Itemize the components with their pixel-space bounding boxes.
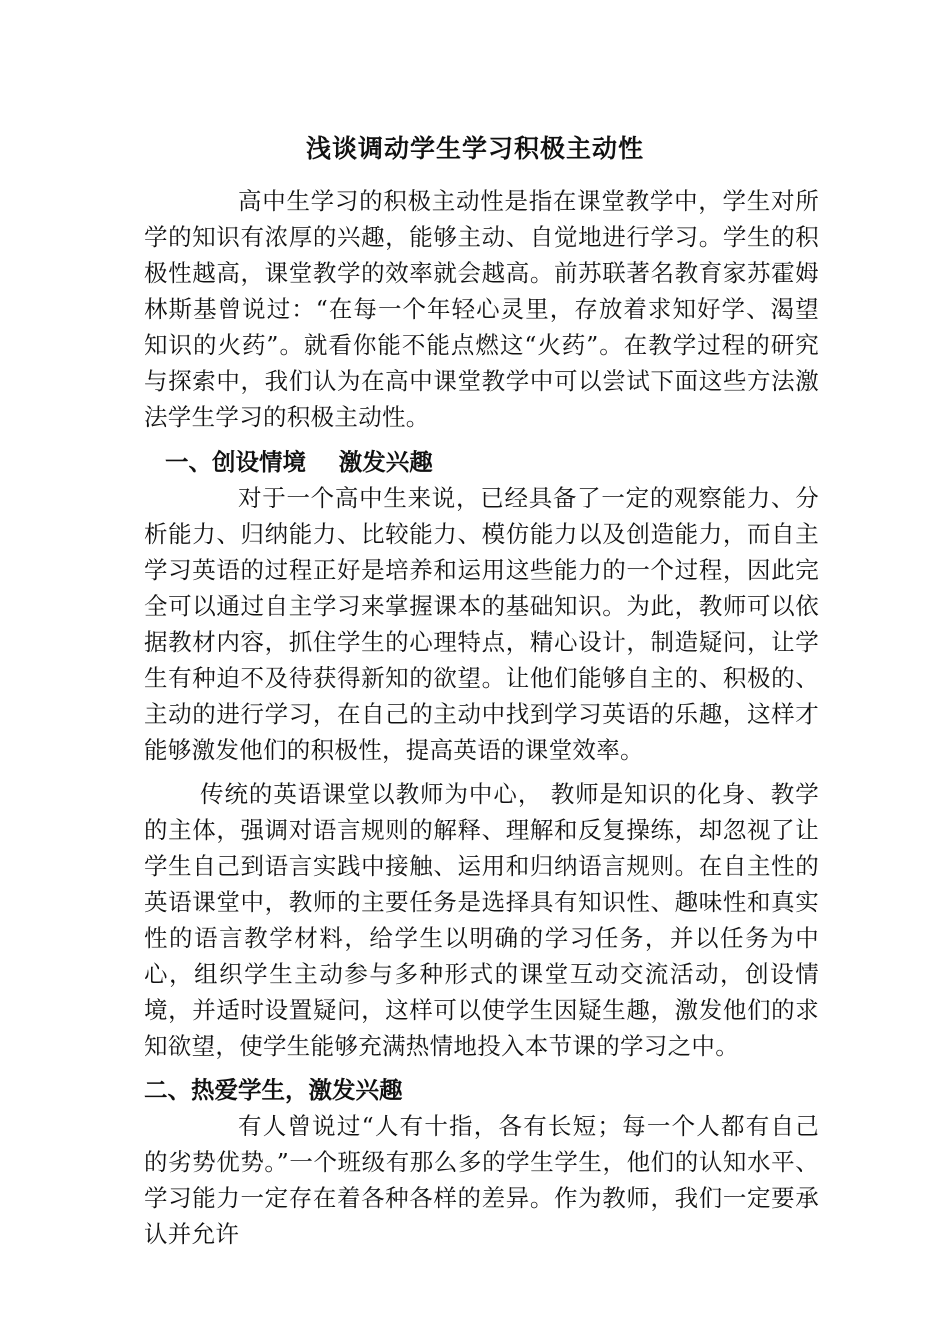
section1-heading: 一、创设情境 激发兴趣 <box>165 448 433 476</box>
section2-heading: 二、热爱学生，激发兴趣 <box>144 1076 403 1104</box>
section2-paragraph-1: 有人曾说过“人有十指，各有长短；每一个人都有自己的劣势优势。”一个班级有那么多的学生学生，他们的认知水平、学习能力一定存在着各种各样的差异。作为教师，我们一定要承认并允许 <box>144 1112 819 1248</box>
intro-paragraph: 高中生学习的积极主动性是指在课堂教学中，学生对所学的知识有浓厚的兴趣，能够主动、自觉地进行学习。学生的积极性越高，课堂教学的效率就会越高。前苏联著名教育家苏霍姆林斯基曾说过：“在每一个年轻心灵里，存放着求知好学、渴望知识的火药”。就看你能不能点燃这“火药”。在教学过程的研究与探索中，我们认为在高中课堂教学中可以尝试下面这些方法激法学生学习的积极主动性。 <box>144 187 819 431</box>
section1-paragraph-1: 对于一个高中生来说，已经具备了一定的观察能力、分析能力、归纳能力、比较能力、模仿能力以及创造能力，而自主学习英语的过程正好是培养和运用这些能力的一个过程，因此完全可以通过自主学习来掌握课本的基础知识。为此，教师可以依据教材内容，抓住学生的心理特点，精心设计，制造疑问，让学生有种迫不及待获得新知的欲望。让他们能够自主的、积极的、主动的进行学习，在自己的主动中找到学习英语的乐趣，这样才能够激发他们的积极性，提高英语的课堂效率。 <box>144 484 819 764</box>
document-title: 浅谈调动学生学习积极主动性 <box>305 134 644 163</box>
section1-paragraph-2: 传统的英语课堂以教师为中心， 教师是知识的化身、教学的主体，强调对语言规则的解释、理解和反复操练，却忽视了让学生自己到语言实践中接触、运用和归纳语言规则。在自主性的英语课堂中，教师的主要任务是选择具有知识性、趣味性和真实性的语言教学材料，给学生以明确的学习任务，并以任务为中心，组织学生主动参与多种形式的课堂互动交流活动，创设情境，并适时设置疑问，这样可以使学生因疑生趣，激发他们的求知欲望，使学生能够充满热情地投入本节课的学习之中。 <box>144 780 819 1060</box>
